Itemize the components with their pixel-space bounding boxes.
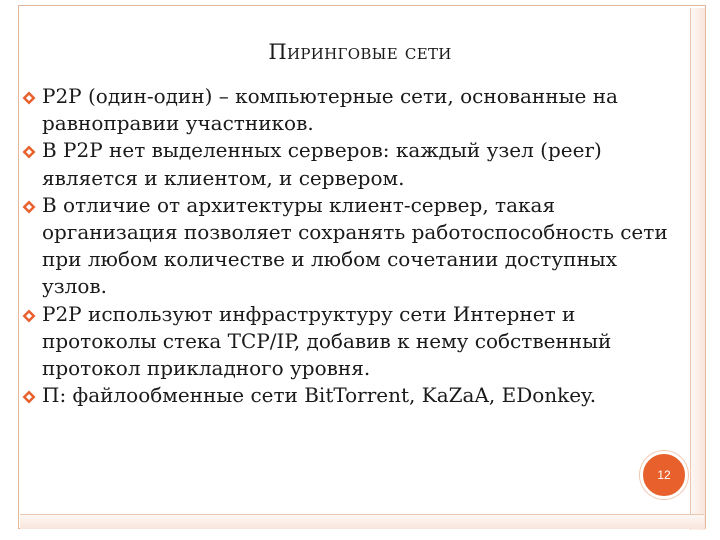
frame-shadow-bottom xyxy=(20,514,704,529)
bullet-text: P2P (один-один) – компьютерные сети, основанные на равноправии участников. xyxy=(42,84,618,136)
diamond-bullet-icon xyxy=(22,91,36,105)
bullet-list xyxy=(22,83,682,409)
diamond-bullet-icon xyxy=(22,309,36,323)
diamond-bullet-icon xyxy=(22,145,36,159)
bullet-item xyxy=(22,192,682,301)
diamond-bullet-icon xyxy=(22,390,36,404)
page-number-badge: 12 xyxy=(640,451,688,499)
bullet-item xyxy=(22,382,682,409)
frame-shadow-right xyxy=(690,8,705,530)
bullet-item xyxy=(22,83,682,137)
bullet-text: P2P используют инфраструктуру сети Интернет и протоколы стека TCP/IP, добавив к нему собственный протокол прикладного уровня. xyxy=(42,301,612,381)
bullet-item xyxy=(22,137,682,191)
bullet-text: В P2P нет выделенных серверов: каждый узел (peer) является и клиентом, и сервером. xyxy=(42,138,602,190)
diamond-bullet-icon xyxy=(22,200,36,214)
bullet-text: В отличие от архитектуры клиент-сервер, такая организация позволяет сохранять работоспособность сети при любом количестве и любом сочетании доступных узлов. xyxy=(42,192,668,299)
bullet-item xyxy=(22,301,682,383)
bullet-text: П: файлообменные сети BitTorrent, KaZaA, EDonkey. xyxy=(42,383,597,408)
slide-title: Пиринговые сети xyxy=(268,40,452,64)
